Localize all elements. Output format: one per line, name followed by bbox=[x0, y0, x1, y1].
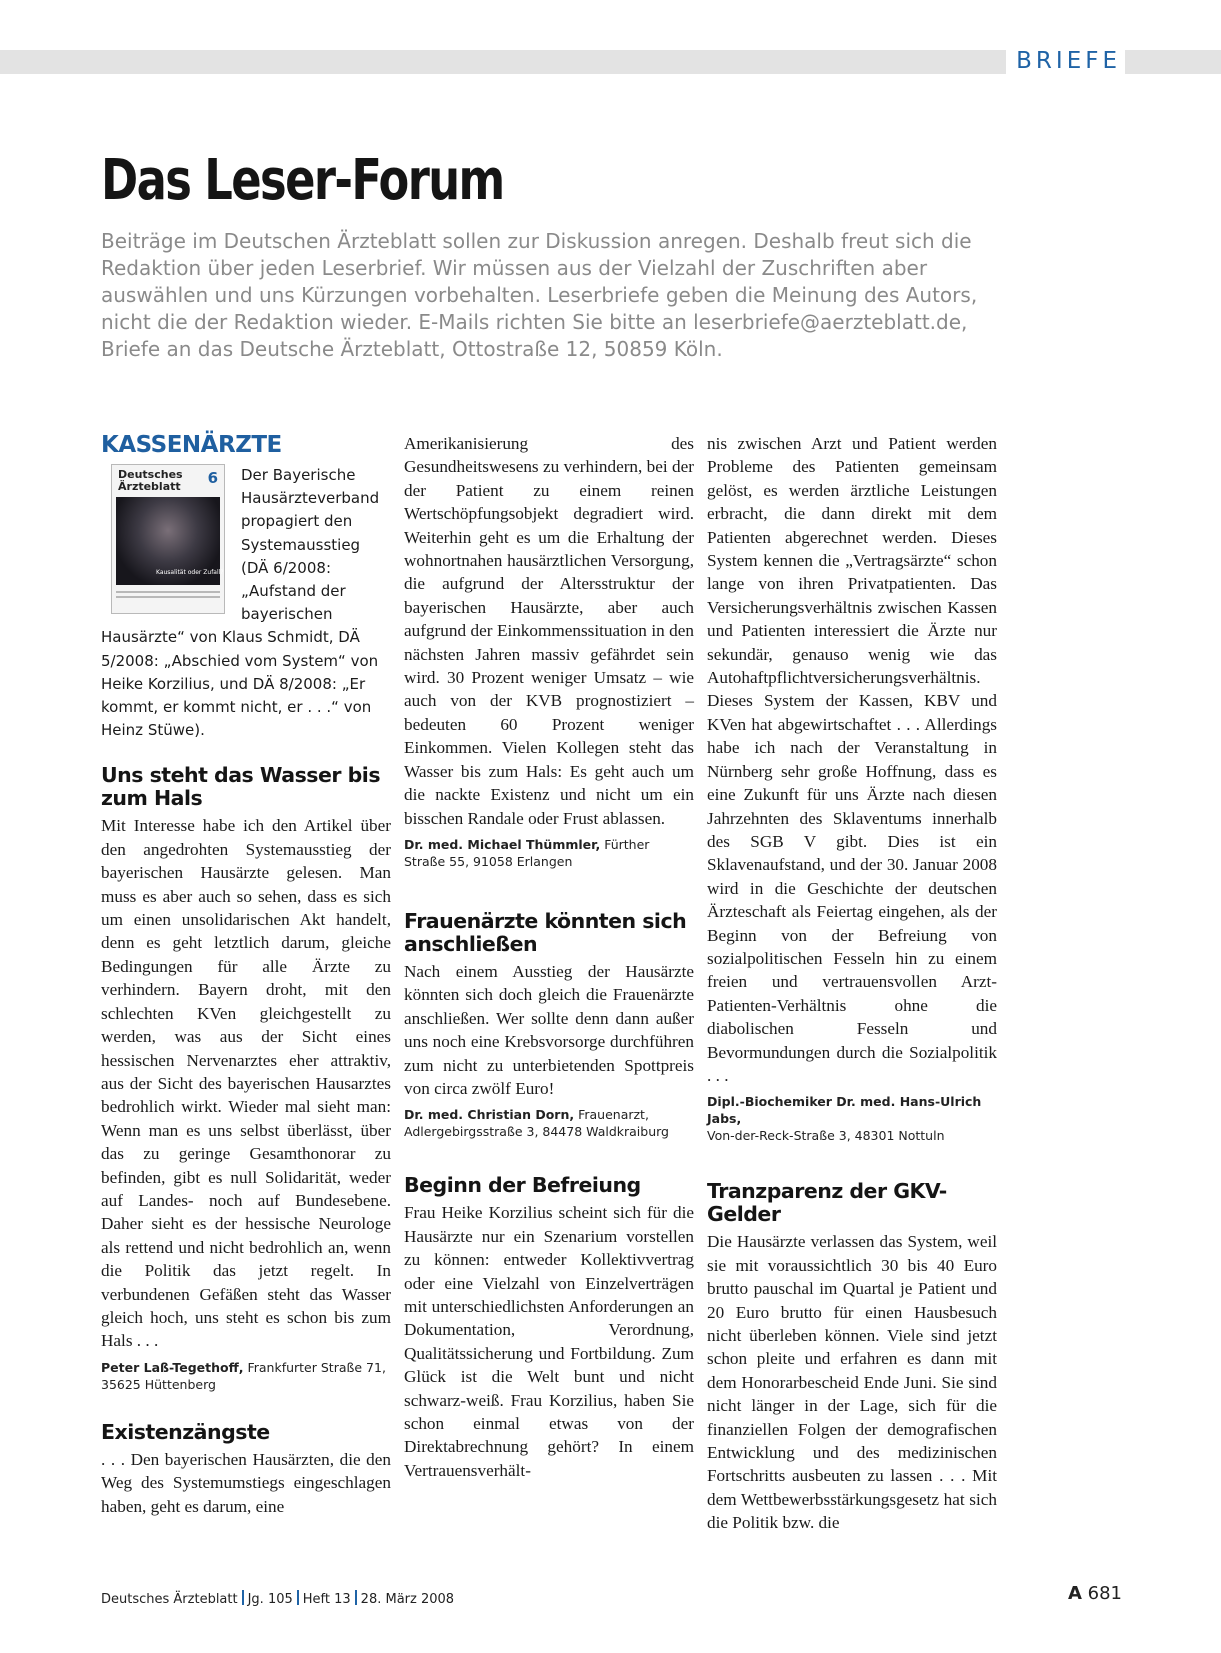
footer-separator bbox=[355, 1590, 357, 1605]
letter-heading-2: Existenzängste bbox=[101, 1419, 270, 1444]
letter-address-3: Frauenarzt, Adlergebirgsstraße 3, 84478 Waldkraiburg bbox=[404, 1107, 669, 1140]
cover-caption: Kausalität oder Zufall? bbox=[156, 569, 224, 576]
page-number bbox=[1068, 1583, 1122, 1604]
letter-body-5: Die Hausärzte verlassen das System, weil sie mit voraussichtlich 30 bis 40 Euro brutto pauschal im Quartal je Patient und 20 Euro brutto für einen Hausbesuch nicht überleben können. Viele sind jetzt schon pleite und erfahren es dann mit dem Honorarbescheid Ende Juni. Sie sind nicht länger in der Lage, sich für die finanziellen Folgen der demografischen Entwicklung und des medizinischen Fortschritts ausbeuten zu lassen . . . Mit dem Wettbewerbsstärkungsgesetz hat sich die Politik bzw. die bbox=[707, 1232, 997, 1533]
footer-date: 28. März 2008 bbox=[360, 1592, 455, 1607]
section-label: BRIEFE bbox=[1006, 46, 1125, 76]
footer-journal: Deutsches Ärzteblatt bbox=[101, 1592, 238, 1607]
topic-intro-block bbox=[101, 464, 391, 742]
letter-author-2: Dr. med. Michael Thümmler, bbox=[404, 836, 601, 852]
letter-signature-3 bbox=[404, 1106, 694, 1140]
footer-volume: Jg. 105 bbox=[247, 1592, 293, 1607]
footer-separator bbox=[242, 1590, 244, 1605]
topic-intro: Der Bayerische Hausärzteverband propagiert den Systemausstieg (DÄ 6/2008: „Aufstand der bayerischen Hausärzte“ von Klaus Schmidt, DÄ 5/2008: „Abschied vom System“ von Heike Korzilius, und DÄ 8/2008: „Er kommt, er kommt nicht, er . . .“ von Heinz Stüwe). bbox=[101, 466, 380, 740]
letter-body-3: Nach einem Ausstieg der Hausärzte könnten sich doch gleich die Frauenärzte anschließen. Wer sollte denn dann außer uns noch eine Krebsvorsorge durchführen zum nicht zu unterbietenden Spottpreis von circa zwölf Euro! bbox=[404, 961, 694, 1098]
letter-address-2: Fürther Straße 55, 91058 Erlangen bbox=[404, 836, 650, 869]
letter-author-4: Dipl.-Biochemiker Dr. med. Hans-Ulrich Jabs, bbox=[707, 1094, 982, 1127]
cover-issue-number: 6 bbox=[207, 469, 218, 487]
letter-body-4-continued: nis zwischen Arzt und Patient werden Probleme des Patienten gemeinsam gelöst, es werden ärztliche Leistungen erbracht, die dann direkt mit dem Patienten abgerechnet werden. Dieses System kennen die „Vertragsärzte“ schon lange von ihren Privatpatienten. Das Versicherungsverhältnis zwischen Kassen und Patienten interessiert die Ärzte nur sekundär, genauso wenig wie das Autohaftpflichtversicherungsverhältnis. Dieses System der Kassen, KBV und KVen hat abgewirtschaftet . . . Allerdings habe ich nach der Veranstaltung in Nürnberg sehr große Hoffnung, dass es eine Zukunft für uns Ärzte nach diesen Jahrzehnten des Sklaventums innerhalb des SGB V gibt. Dies ist ein Sklavenaufstand, und der 30. Januar 2008 wird in die Geschichte der deutschen Ärzteschaft als Feiertag eingehen, als der Beginn von der Befreiung von sozialpolitischen Fesseln hin zu einem freien und vertrauensvollen Arzt-Patienten-Verhältnis ohne die diabolischen Fesseln und Bevormundungen durch die Sozialpolitik . . . bbox=[707, 434, 997, 1085]
topic-heading: KASSENÄRZTE bbox=[101, 432, 282, 458]
page-title: Das Leser-Forum bbox=[101, 148, 504, 213]
intro-text: Beiträge im Deutschen Ärzteblatt sollen zur Diskussion anregen. Deshalb freut sich die Redaktion über jeden Leserbrief. Wir müssen aus der Vielzahl der Zuschriften aber auswählen und uns Kürzungen vorbehalten. Leserbriefe geben die Meinung des Autors, nicht die der Redaktion wieder. E-Mails richten Sie bitte an leserbriefe@aerzteblatt.de, Briefe an das Deutsche Ärzteblatt, Ottostraße 12, 50859 Köln. bbox=[101, 229, 978, 361]
letter-author-3: Dr. med. Christian Dorn, bbox=[404, 1107, 575, 1123]
letter-signature-1 bbox=[101, 1359, 391, 1393]
magazine-cover-image bbox=[111, 464, 225, 614]
letter-address-4: Von-der-Reck-Straße 3, 48301 Nottuln bbox=[707, 1128, 945, 1144]
footer-citation bbox=[101, 1590, 454, 1607]
letter-address-1: Frankfurter Straße 71, 35625 Hüttenberg bbox=[101, 1359, 386, 1392]
letter-body-2-continued: Amerikanisierung des Gesundheitswesens zu verhindern, bei der der Patient zu einem reinen Wertschöpfungsobjekt degradiert wird. Weiterhin geht es um die Erhaltung der wohnortnahen hausärztlichen Versorgung, die aufgrund der Altersstruktur der bayerischen Hausärzte, aber auch aufgrund der Einkommenssituation in den nächsten Jahren massiv gefährdet sein wird. 30 Prozent weniger Umsatz – wie auch von der KVB prognostiziert – bedeuten 60 Prozent weniger Einkommen. Vielen Kollegen steht das Wasser bis zum Hals: Es geht auch um die nackte Existenz und nicht um ein bisschen Randale oder Frust ablassen. bbox=[404, 434, 694, 828]
letter-signature-4 bbox=[707, 1093, 997, 1144]
letter-author-1: Peter Laß-Tegethoff, bbox=[101, 1359, 244, 1375]
letter-signature-2 bbox=[404, 836, 694, 870]
letter-body-2-start: . . . Den bayerischen Hausärzten, die den Weg des Systemumstiegs eingeschlagen haben, geht es darum, eine bbox=[101, 1449, 391, 1516]
letter-heading-4: Beginn der Befreiung bbox=[404, 1173, 641, 1198]
column-2 bbox=[404, 432, 694, 1482]
column-3 bbox=[707, 432, 997, 1535]
page-prefix: A bbox=[1067, 1583, 1082, 1604]
footer-separator bbox=[297, 1590, 299, 1605]
cover-text-lines bbox=[116, 589, 220, 601]
letter-body-1: Mit Interesse habe ich den Artikel über den angedrohten Systemausstieg der bayerischen Hausärzte gelesen. Man muss es aber auch so sehen, dass es sich um einen unsolidarischen Akt handelt, denn es geht letztlich darum, gleiche Bedingungen für alle Ärzte zu verhindern. Bayern droht, mit den schlechten KVen gleichgestellt zu werden, was aus der Sicht eines hessischen Nervenarztes eher attraktiv, aus der Sicht des bayerischen Hausarztes bedrohlich wirkt. Wieder mal sieht man: Wenn man es uns selbst überlässt, über das zu geringe Gesamthonorar zu befinden, gibt es null Solidarität, weder auf Landes- noch auf Bundesebene. Daher sieht es der hessische Neurologe als rettend und nicht bedrohlich an, wenn die Politik das jetzt regelt. In verbundenen Gefäßen steht das Wasser gleich hoch, uns steht es schon bis zum Hals . . . bbox=[101, 816, 391, 1351]
page-number-value: 681 bbox=[1087, 1583, 1122, 1604]
footer-issue: Heft 13 bbox=[302, 1592, 351, 1607]
letter-heading-5: Tranzparenz der GKV-Gelder bbox=[707, 1179, 947, 1227]
letter-heading-3: Frauenärzte könnten sich anschließen bbox=[404, 908, 687, 956]
letter-body-4-start: Frau Heike Korzilius scheint sich für die Hausärzte nur ein Szenarium vorstellen zu können: entweder Kollektivvertrag oder eine Vielzahl von Einzelverträgen mit unterschiedlichsten Anforderungen an Dokumentation, Verordnung, Qualitätssicherung und Fortbildung. Zum Glück ist die Welt bunt und nicht schwarz-weiß. Frau Korzilius, haben Sie schon einmal etwas von der Direktabrechnung gehört? In einem Vertrauensverhält- bbox=[404, 1203, 694, 1480]
column-1 bbox=[101, 432, 391, 1518]
letter-heading-1: Uns steht das Wasser bis zum Hals bbox=[101, 763, 381, 811]
cover-masthead: Deutsches Ärzteblatt bbox=[118, 468, 183, 493]
